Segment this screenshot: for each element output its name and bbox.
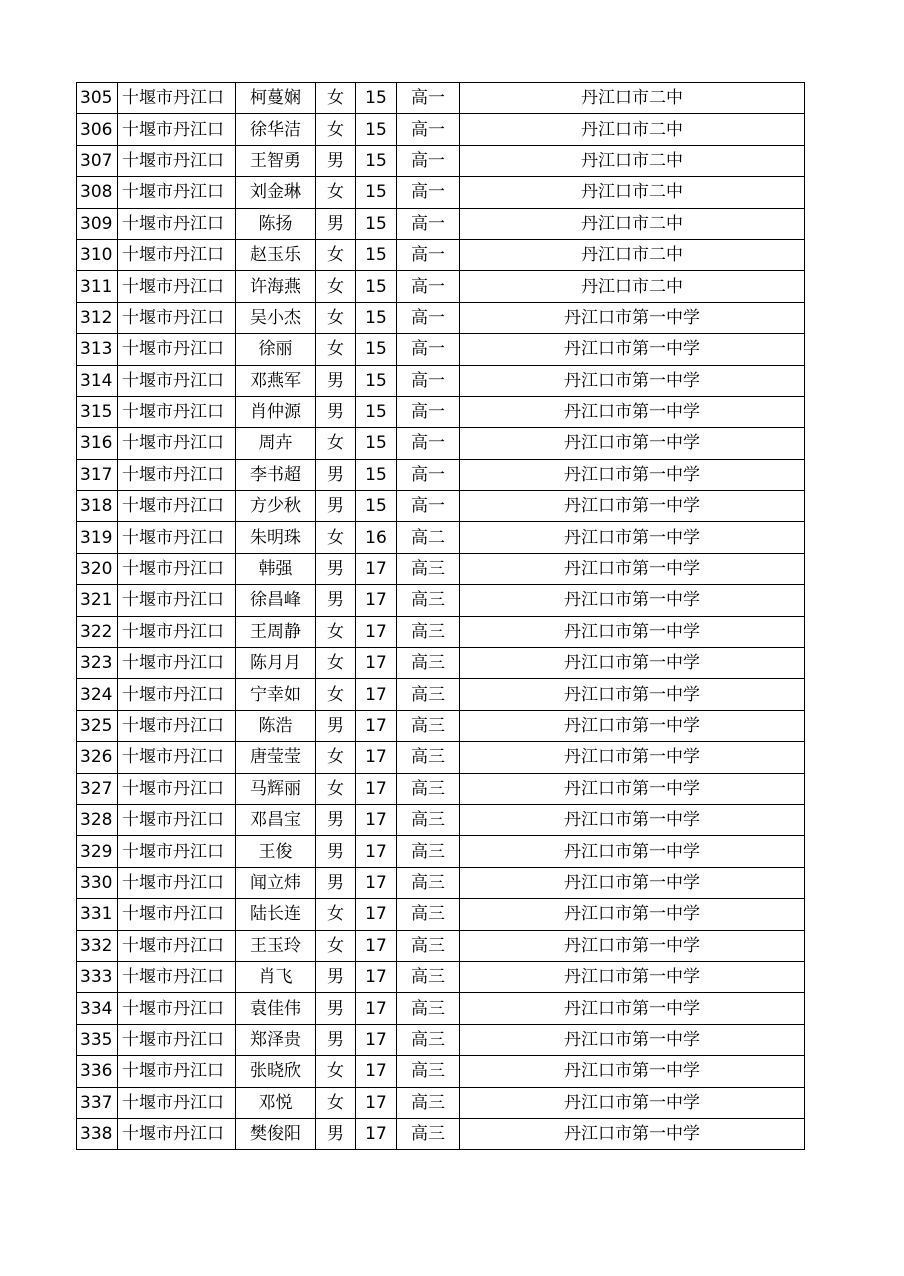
grade-cell: 高三 [397,961,460,992]
name-cell: 邓悦 [236,1087,316,1118]
age-cell: 17 [356,1087,397,1118]
roster-rows [77,83,805,1150]
gender-cell: 女 [316,679,356,710]
table-row [77,710,805,741]
name-cell: 朱明珠 [236,522,316,553]
age-cell: 17 [356,836,397,867]
gender-cell: 男 [316,710,356,741]
region-cell: 十堰市丹江口 [118,83,236,114]
school-cell: 丹江口市第一中学 [460,1024,805,1055]
school-cell: 丹江口市二中 [460,208,805,239]
region-cell: 十堰市丹江口 [118,1087,236,1118]
row-number: 308 [77,177,118,208]
region-cell: 十堰市丹江口 [118,742,236,773]
grade-cell: 高一 [397,428,460,459]
age-cell: 17 [356,993,397,1024]
gender-cell: 男 [316,836,356,867]
table-row [77,302,805,333]
row-number: 320 [77,553,118,584]
gender-cell: 女 [316,899,356,930]
region-cell: 十堰市丹江口 [118,522,236,553]
name-cell: 宁幸如 [236,679,316,710]
school-cell: 丹江口市二中 [460,83,805,114]
table-row [77,742,805,773]
age-cell: 17 [356,679,397,710]
region-cell: 十堰市丹江口 [118,899,236,930]
age-cell: 17 [356,616,397,647]
gender-cell: 男 [316,1118,356,1149]
school-cell: 丹江口市第一中学 [460,867,805,898]
row-number: 337 [77,1087,118,1118]
region-cell: 十堰市丹江口 [118,585,236,616]
grade-cell: 高三 [397,804,460,835]
grade-cell: 高一 [397,239,460,270]
gender-cell: 男 [316,145,356,176]
table-row [77,83,805,114]
row-number: 309 [77,208,118,239]
region-cell: 十堰市丹江口 [118,145,236,176]
gender-cell: 女 [316,177,356,208]
row-number: 310 [77,239,118,270]
gender-cell: 男 [316,993,356,1024]
name-cell: 徐华洁 [236,114,316,145]
name-cell: 闻立炜 [236,867,316,898]
region-cell: 十堰市丹江口 [118,114,236,145]
name-cell: 王俊 [236,836,316,867]
age-cell: 15 [356,145,397,176]
school-cell: 丹江口市第一中学 [460,1118,805,1149]
school-cell: 丹江口市第一中学 [460,804,805,835]
gender-cell: 男 [316,867,356,898]
region-cell: 十堰市丹江口 [118,648,236,679]
table-row [77,616,805,647]
name-cell: 马辉丽 [236,773,316,804]
row-number: 330 [77,867,118,898]
grade-cell: 高三 [397,710,460,741]
gender-cell: 女 [316,522,356,553]
grade-cell: 高一 [397,302,460,333]
row-number: 327 [77,773,118,804]
row-number: 332 [77,930,118,961]
school-cell: 丹江口市第一中学 [460,773,805,804]
school-cell: 丹江口市第一中学 [460,930,805,961]
row-number: 321 [77,585,118,616]
table-row [77,930,805,961]
row-number: 331 [77,899,118,930]
school-cell: 丹江口市第一中学 [460,553,805,584]
table-row [77,867,805,898]
age-cell: 15 [356,459,397,490]
school-cell: 丹江口市二中 [460,239,805,270]
row-number: 318 [77,491,118,522]
name-cell: 肖飞 [236,961,316,992]
grade-cell: 高一 [397,208,460,239]
region-cell: 十堰市丹江口 [118,177,236,208]
row-number: 313 [77,334,118,365]
name-cell: 唐莹莹 [236,742,316,773]
region-cell: 十堰市丹江口 [118,239,236,270]
age-cell: 17 [356,1024,397,1055]
grade-cell: 高三 [397,1056,460,1087]
row-number: 334 [77,993,118,1024]
table-row [77,334,805,365]
region-cell: 十堰市丹江口 [118,1118,236,1149]
age-cell: 16 [356,522,397,553]
gender-cell: 男 [316,365,356,396]
row-number: 326 [77,742,118,773]
school-cell: 丹江口市第一中学 [460,334,805,365]
name-cell: 王智勇 [236,145,316,176]
table-row [77,836,805,867]
table-row [77,1056,805,1087]
school-cell: 丹江口市第一中学 [460,1056,805,1087]
grade-cell: 高三 [397,867,460,898]
gender-cell: 男 [316,585,356,616]
row-number: 306 [77,114,118,145]
name-cell: 陆长连 [236,899,316,930]
grade-cell: 高三 [397,585,460,616]
name-cell: 韩强 [236,553,316,584]
age-cell: 17 [356,1118,397,1149]
table-row [77,145,805,176]
table-row [77,899,805,930]
name-cell: 王周静 [236,616,316,647]
name-cell: 周卉 [236,428,316,459]
roster-table [76,82,805,1150]
age-cell: 15 [356,83,397,114]
school-cell: 丹江口市第一中学 [460,679,805,710]
table-row [77,961,805,992]
school-cell: 丹江口市第一中学 [460,993,805,1024]
school-cell: 丹江口市第一中学 [460,1087,805,1118]
school-cell: 丹江口市第一中学 [460,428,805,459]
age-cell: 15 [356,491,397,522]
gender-cell: 女 [316,1056,356,1087]
table-row [77,1024,805,1055]
school-cell: 丹江口市第一中学 [460,836,805,867]
region-cell: 十堰市丹江口 [118,396,236,427]
grade-cell: 高三 [397,1118,460,1149]
row-number: 335 [77,1024,118,1055]
school-cell: 丹江口市第一中学 [460,742,805,773]
row-number: 333 [77,961,118,992]
age-cell: 17 [356,710,397,741]
grade-cell: 高三 [397,616,460,647]
name-cell: 赵玉乐 [236,239,316,270]
region-cell: 十堰市丹江口 [118,679,236,710]
gender-cell: 男 [316,396,356,427]
table-row [77,396,805,427]
grade-cell: 高一 [397,177,460,208]
table-row [77,773,805,804]
school-cell: 丹江口市第一中学 [460,585,805,616]
name-cell: 陈月月 [236,648,316,679]
grade-cell: 高一 [397,271,460,302]
row-number: 316 [77,428,118,459]
row-number: 319 [77,522,118,553]
age-cell: 15 [356,177,397,208]
school-cell: 丹江口市二中 [460,271,805,302]
age-cell: 17 [356,773,397,804]
school-cell: 丹江口市第一中学 [460,648,805,679]
name-cell: 邓昌宝 [236,804,316,835]
grade-cell: 高三 [397,930,460,961]
age-cell: 15 [356,302,397,333]
school-cell: 丹江口市第一中学 [460,396,805,427]
name-cell: 肖仲源 [236,396,316,427]
region-cell: 十堰市丹江口 [118,773,236,804]
gender-cell: 女 [316,742,356,773]
gender-cell: 男 [316,208,356,239]
name-cell: 方少秋 [236,491,316,522]
gender-cell: 男 [316,553,356,584]
region-cell: 十堰市丹江口 [118,1056,236,1087]
region-cell: 十堰市丹江口 [118,208,236,239]
school-cell: 丹江口市第一中学 [460,459,805,490]
gender-cell: 女 [316,83,356,114]
name-cell: 郑泽贵 [236,1024,316,1055]
grade-cell: 高三 [397,1087,460,1118]
age-cell: 15 [356,334,397,365]
gender-cell: 男 [316,491,356,522]
region-cell: 十堰市丹江口 [118,459,236,490]
row-number: 315 [77,396,118,427]
region-cell: 十堰市丹江口 [118,1024,236,1055]
name-cell: 刘金琳 [236,177,316,208]
table-row [77,553,805,584]
name-cell: 李书超 [236,459,316,490]
region-cell: 十堰市丹江口 [118,271,236,302]
region-cell: 十堰市丹江口 [118,993,236,1024]
table-row [77,1087,805,1118]
table-row [77,365,805,396]
gender-cell: 男 [316,961,356,992]
name-cell: 陈扬 [236,208,316,239]
row-number: 324 [77,679,118,710]
grade-cell: 高三 [397,648,460,679]
row-number: 314 [77,365,118,396]
grade-cell: 高一 [397,145,460,176]
row-number: 307 [77,145,118,176]
grade-cell: 高三 [397,773,460,804]
school-cell: 丹江口市第一中学 [460,522,805,553]
region-cell: 十堰市丹江口 [118,302,236,333]
age-cell: 15 [356,271,397,302]
school-cell: 丹江口市第一中学 [460,961,805,992]
age-cell: 17 [356,930,397,961]
name-cell: 张晓欣 [236,1056,316,1087]
grade-cell: 高一 [397,365,460,396]
name-cell: 樊俊阳 [236,1118,316,1149]
table-row [77,648,805,679]
table-row [77,1118,805,1149]
age-cell: 15 [356,114,397,145]
row-number: 338 [77,1118,118,1149]
grade-cell: 高一 [397,334,460,365]
school-cell: 丹江口市第一中学 [460,491,805,522]
school-cell: 丹江口市第一中学 [460,710,805,741]
row-number: 336 [77,1056,118,1087]
name-cell: 柯蔓娴 [236,83,316,114]
grade-cell: 高三 [397,1024,460,1055]
region-cell: 十堰市丹江口 [118,491,236,522]
table-row [77,208,805,239]
table-row [77,428,805,459]
age-cell: 17 [356,961,397,992]
age-cell: 17 [356,742,397,773]
table-row [77,114,805,145]
name-cell: 陈浩 [236,710,316,741]
name-cell: 邓燕军 [236,365,316,396]
age-cell: 17 [356,899,397,930]
age-cell: 17 [356,553,397,584]
gender-cell: 男 [316,1024,356,1055]
school-cell: 丹江口市第一中学 [460,899,805,930]
table-row [77,491,805,522]
gender-cell: 女 [316,239,356,270]
name-cell: 王玉玲 [236,930,316,961]
school-cell: 丹江口市第一中学 [460,302,805,333]
region-cell: 十堰市丹江口 [118,804,236,835]
age-cell: 15 [356,365,397,396]
school-cell: 丹江口市二中 [460,177,805,208]
row-number: 323 [77,648,118,679]
region-cell: 十堰市丹江口 [118,930,236,961]
table-row [77,679,805,710]
grade-cell: 高一 [397,83,460,114]
region-cell: 十堰市丹江口 [118,961,236,992]
grade-cell: 高三 [397,679,460,710]
row-number: 322 [77,616,118,647]
table-row [77,804,805,835]
row-number: 325 [77,710,118,741]
school-cell: 丹江口市二中 [460,145,805,176]
region-cell: 十堰市丹江口 [118,365,236,396]
age-cell: 17 [356,804,397,835]
grade-cell: 高三 [397,993,460,1024]
gender-cell: 女 [316,114,356,145]
table-row [77,271,805,302]
table-row [77,522,805,553]
gender-cell: 女 [316,616,356,647]
gender-cell: 女 [316,648,356,679]
row-number: 305 [77,83,118,114]
gender-cell: 女 [316,271,356,302]
row-number: 329 [77,836,118,867]
age-cell: 17 [356,1056,397,1087]
gender-cell: 男 [316,804,356,835]
gender-cell: 男 [316,459,356,490]
gender-cell: 女 [316,428,356,459]
name-cell: 袁佳伟 [236,993,316,1024]
name-cell: 徐昌峰 [236,585,316,616]
gender-cell: 女 [316,302,356,333]
school-cell: 丹江口市二中 [460,114,805,145]
table-row [77,459,805,490]
region-cell: 十堰市丹江口 [118,710,236,741]
grade-cell: 高一 [397,459,460,490]
age-cell: 17 [356,867,397,898]
row-number: 328 [77,804,118,835]
grade-cell: 高三 [397,553,460,584]
table-row [77,585,805,616]
school-cell: 丹江口市第一中学 [460,616,805,647]
grade-cell: 高三 [397,836,460,867]
age-cell: 17 [356,648,397,679]
school-cell: 丹江口市第一中学 [460,365,805,396]
grade-cell: 高二 [397,522,460,553]
grade-cell: 高三 [397,899,460,930]
region-cell: 十堰市丹江口 [118,553,236,584]
row-number: 311 [77,271,118,302]
region-cell: 十堰市丹江口 [118,616,236,647]
age-cell: 15 [356,208,397,239]
region-cell: 十堰市丹江口 [118,867,236,898]
age-cell: 15 [356,428,397,459]
row-number: 317 [77,459,118,490]
gender-cell: 女 [316,334,356,365]
region-cell: 十堰市丹江口 [118,428,236,459]
grade-cell: 高一 [397,491,460,522]
region-cell: 十堰市丹江口 [118,836,236,867]
region-cell: 十堰市丹江口 [118,334,236,365]
table-row [77,177,805,208]
name-cell: 吴小杰 [236,302,316,333]
grade-cell: 高三 [397,742,460,773]
gender-cell: 女 [316,930,356,961]
gender-cell: 女 [316,773,356,804]
table-row [77,239,805,270]
name-cell: 许海燕 [236,271,316,302]
row-number: 312 [77,302,118,333]
age-cell: 17 [356,585,397,616]
name-cell: 徐丽 [236,334,316,365]
age-cell: 15 [356,396,397,427]
gender-cell: 女 [316,1087,356,1118]
age-cell: 15 [356,239,397,270]
table-row [77,993,805,1024]
grade-cell: 高一 [397,114,460,145]
grade-cell: 高一 [397,396,460,427]
